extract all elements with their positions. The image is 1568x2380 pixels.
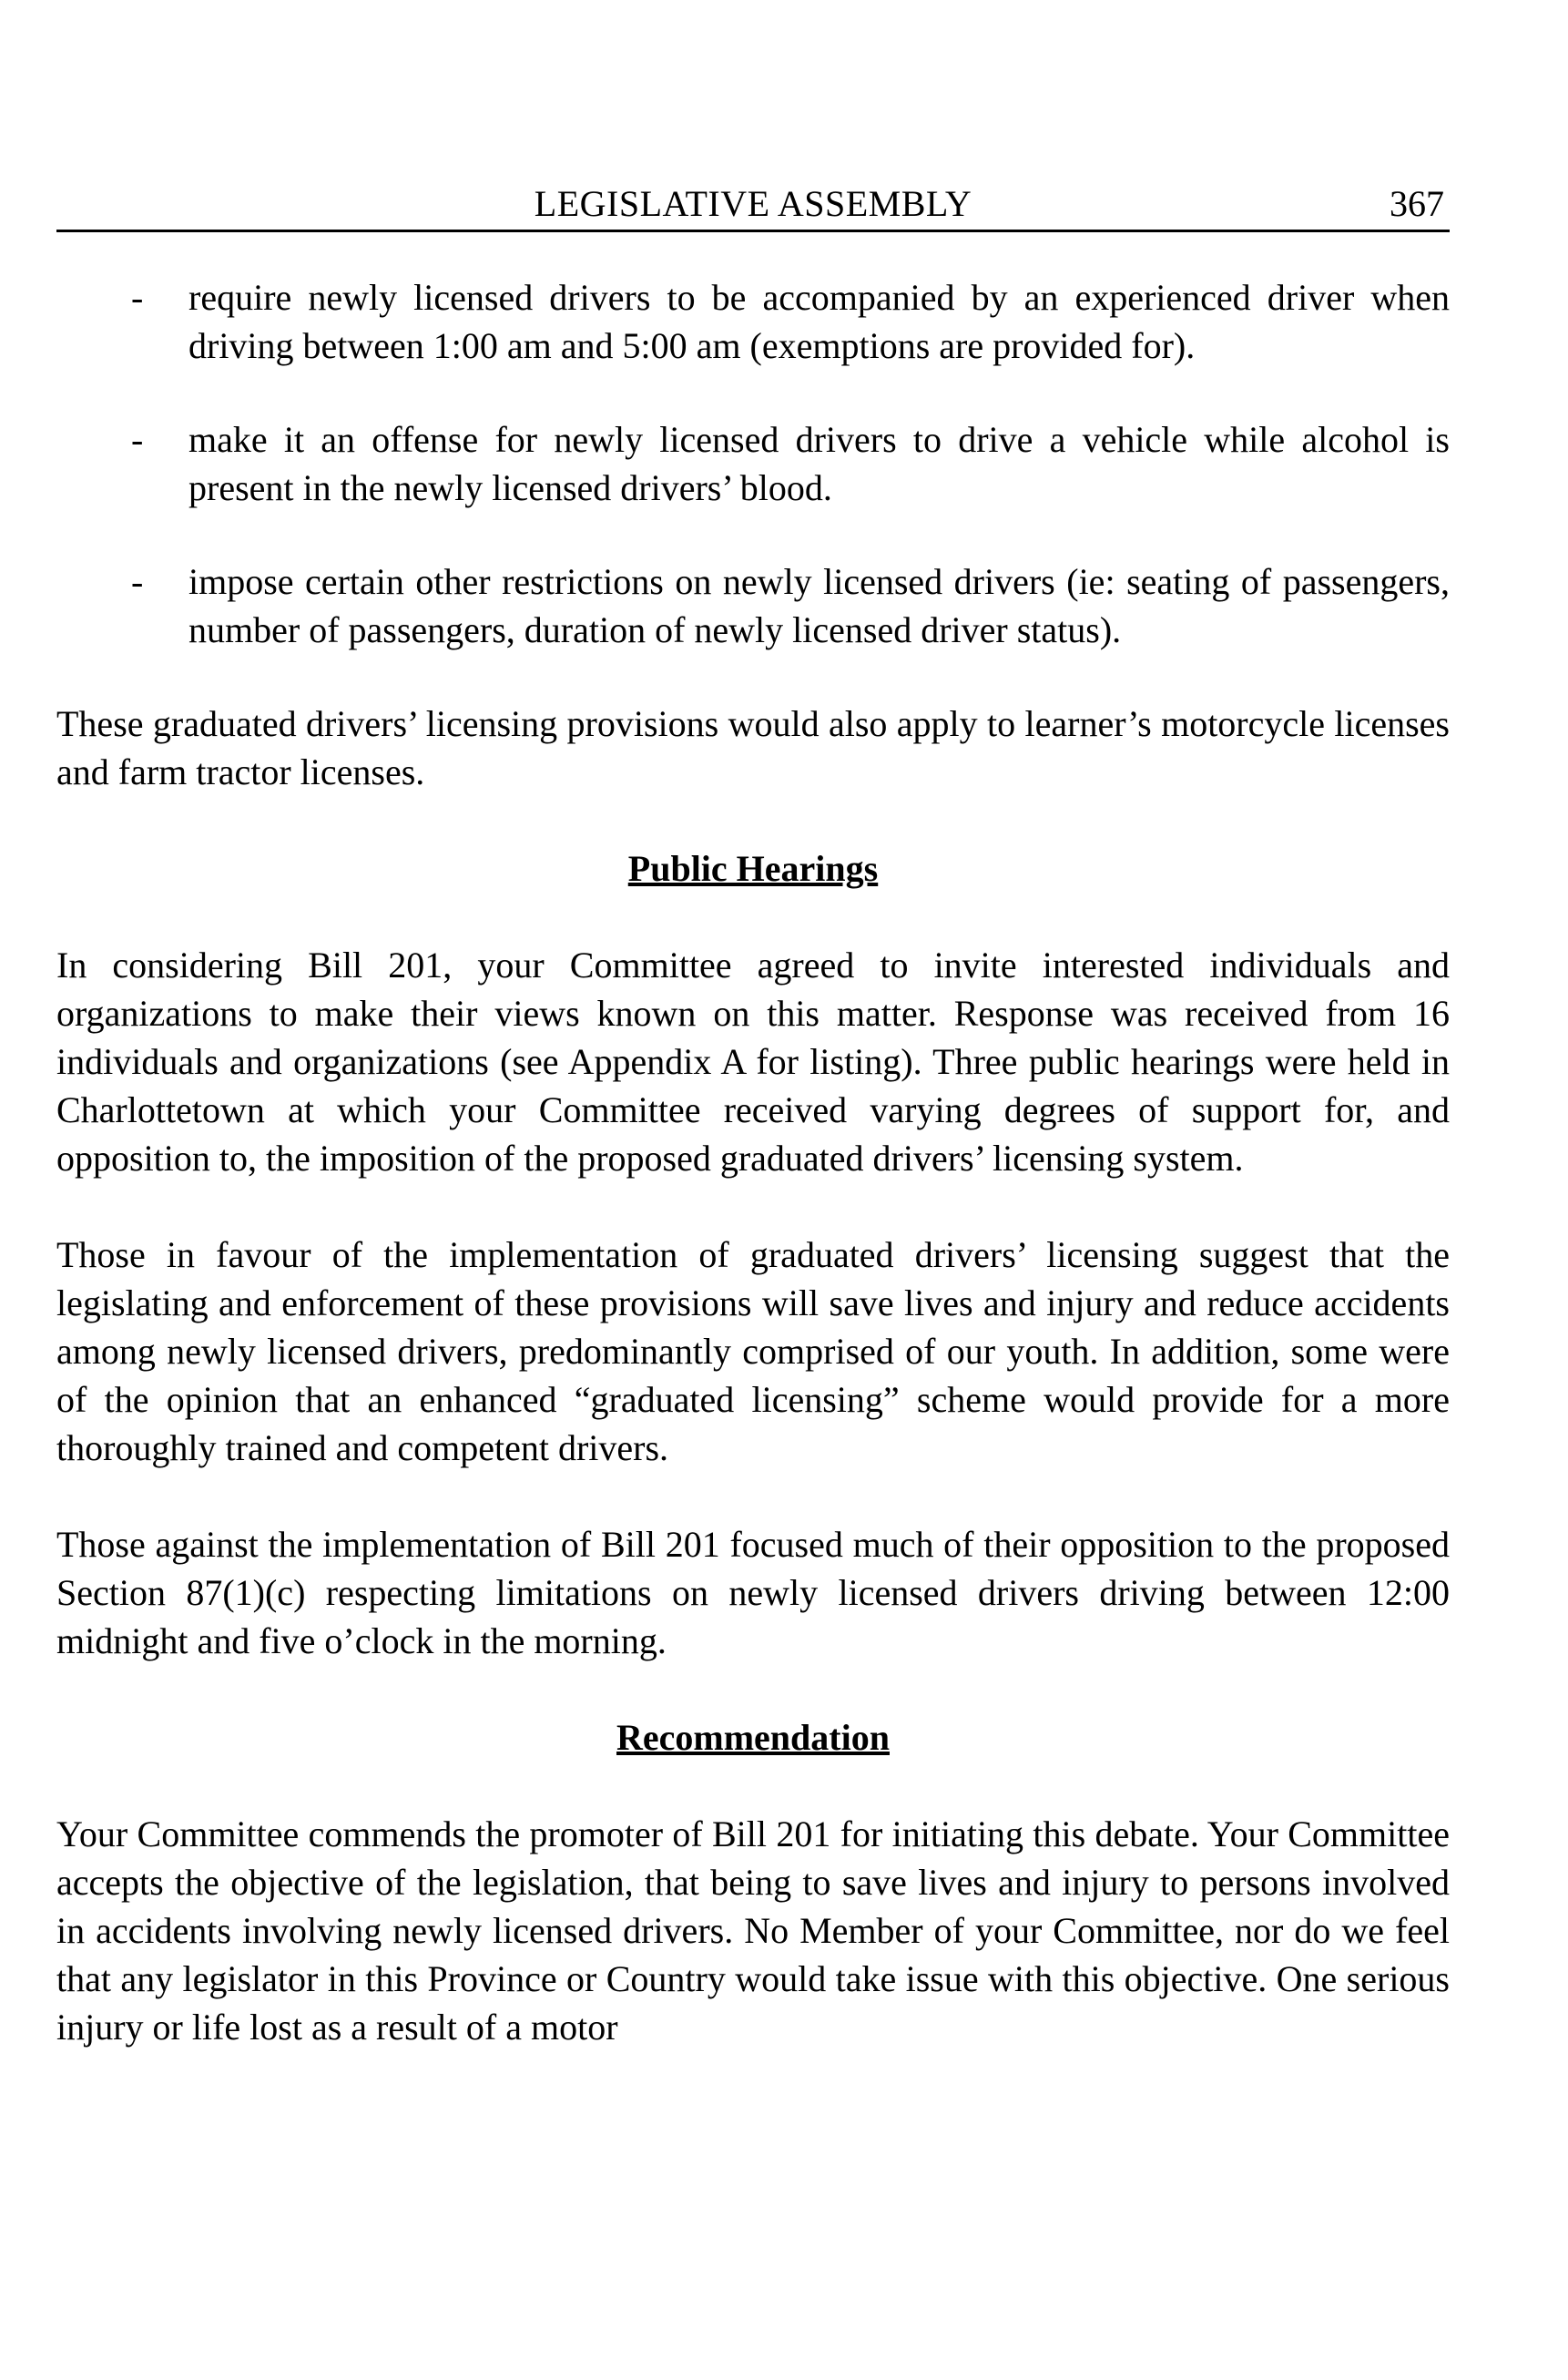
section-heading-public-hearings: Public Hearings (627, 848, 879, 889)
bullet-text: make it an offense for newly licensed drivers to drive a vehicle while alcohol is present in the newly licensed drivers’ blood. (188, 419, 1450, 508)
section-heading-recommendation: Recommendation (616, 1717, 890, 1758)
bullet-dash: - (131, 277, 144, 318)
bullet-text: require newly licensed drivers to be accompanied by an experienced driver when driving between 1:00 am and 5:00 am (exemptions are provided for). (188, 277, 1450, 366)
paragraph: Those against the implementation of Bill 201 focused much of their opposition to the proposed Section 87(1)(c) respecting limitations on newly licensed drivers driving between 12:00 midnight and five o’clock in the morning. (56, 1524, 1450, 1661)
page-number: 367 (1390, 183, 1444, 224)
bullet-item (56, 557, 1450, 654)
bullet-item (56, 415, 1450, 512)
paragraph: Your Committee commends the promoter of Bill 201 for initiating this debate. Your Committee accepts the objective of the legislation, that being to save lives and injury to persons involved in accidents involving newly licensed drivers. No Member of your Committee, nor do we feel that any legislator in this Province or Country would take issue with this objective. One serious injury or life lost as a result of a motor (56, 1813, 1450, 2048)
page-header (56, 179, 1450, 232)
document-page (56, 0, 1450, 2380)
paragraph: In considering Bill 201, your Committee agreed to invite interested individuals and organizations to make their views known on this matter. Response was received from 16 individuals and organizations (see Appendix A for listing). Three public hearings were held in Charlottetown at which your Committee received varying degrees of support for, and opposition to, the imposition of the proposed graduated drivers’ licensing system. (56, 945, 1450, 1179)
bullet-text: impose certain other restrictions on newly licensed drivers (ie: seating of passengers, number of passengers, duration of newly licensed driver status). (188, 561, 1450, 650)
intro-paragraph: These graduated drivers’ licensing provisions would also apply to learner’s motorcycle licenses and farm tractor licenses. (56, 703, 1450, 792)
bullet-dash: - (131, 561, 144, 602)
bullet-item (56, 273, 1450, 370)
bullet-dash: - (131, 419, 144, 460)
header-title: LEGISLATIVE ASSEMBLY (534, 183, 972, 224)
document-body (56, 273, 1450, 2099)
paragraph: Those in favour of the implementation of graduated drivers’ licensing suggest that the legislating and enforcement of these provisions will save lives and injury and reduce accidents among newly licensed drivers, predominantly comprised of our youth. In addition, some were of the opinion that an enhanced “graduated licensing” scheme would provide for a more thoroughly trained and competent drivers. (56, 1234, 1450, 1468)
